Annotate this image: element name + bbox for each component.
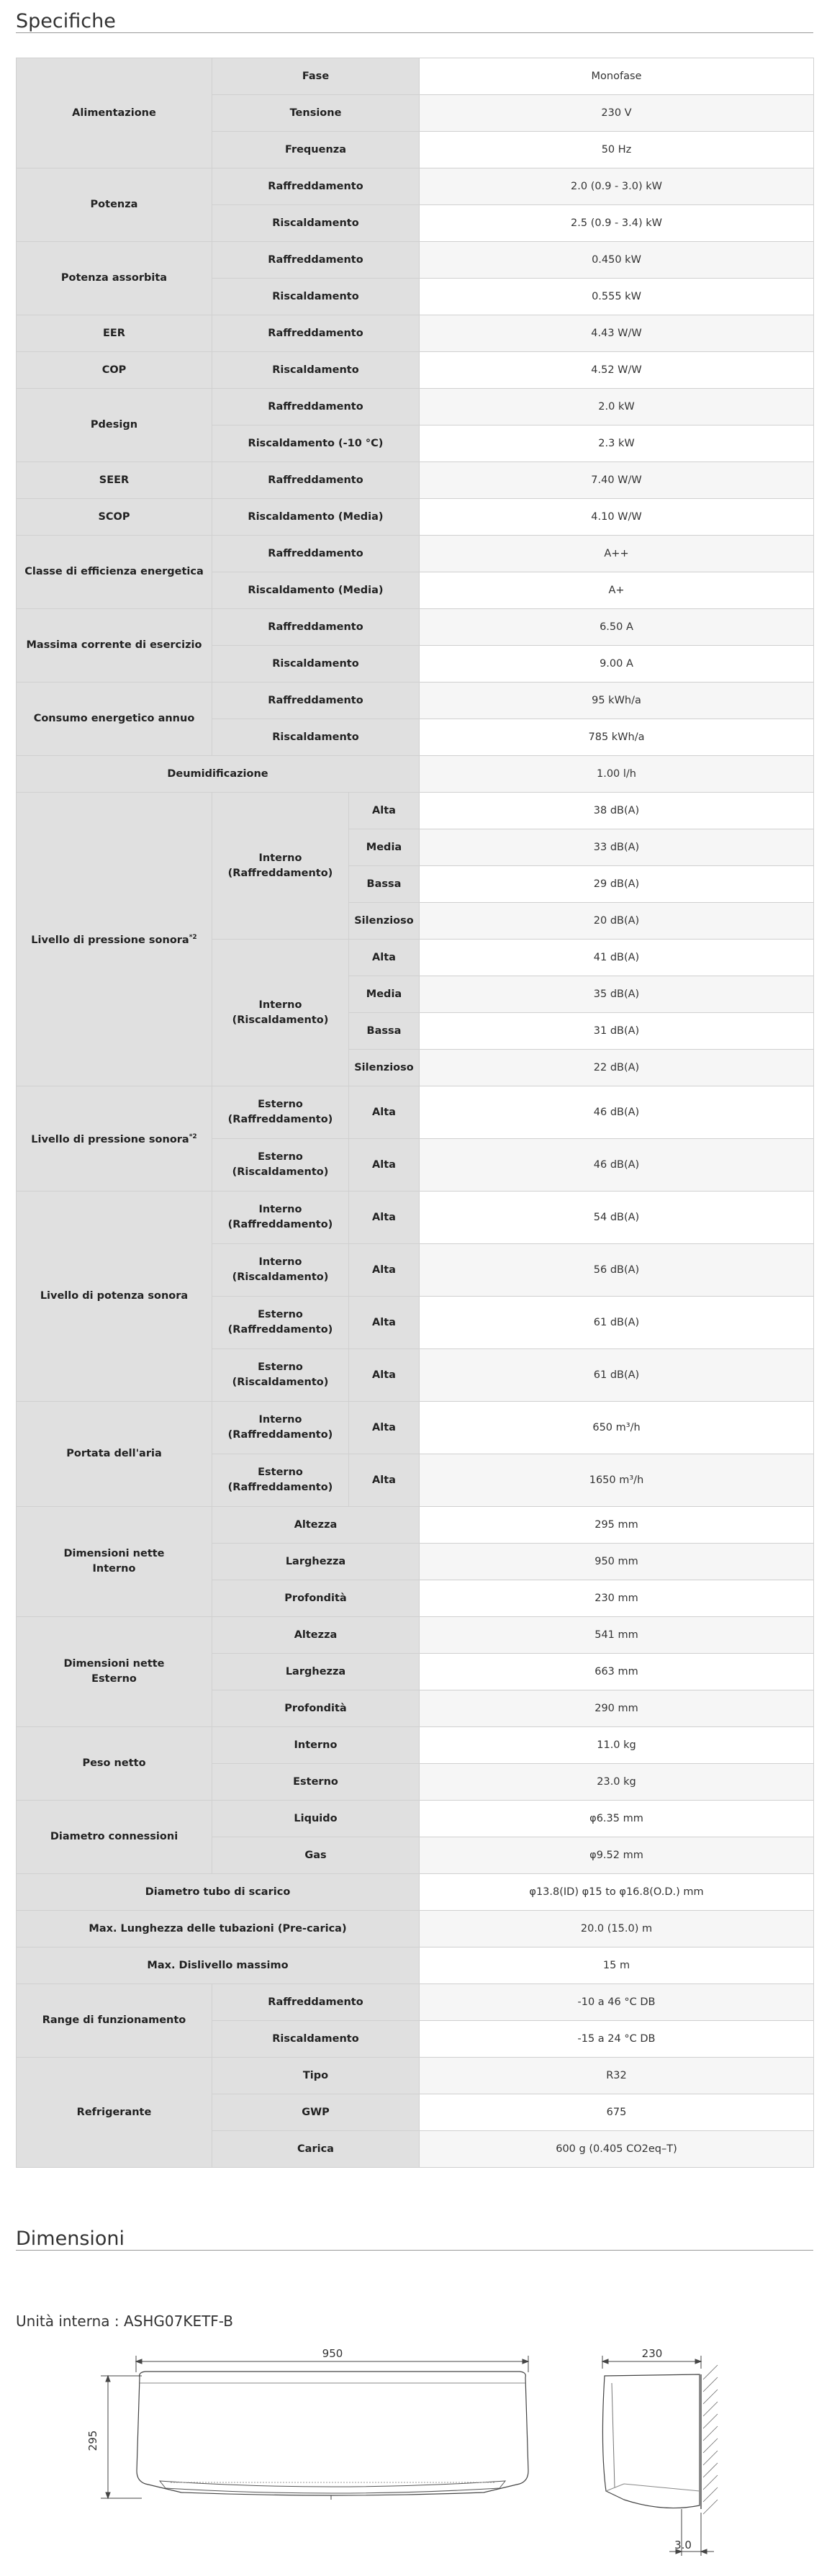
spec-subcategory: Raffreddamento: [212, 315, 420, 352]
front-height-label: 295: [86, 2430, 99, 2451]
spec-category: COP: [17, 352, 212, 389]
spec-subcategory: Carica: [212, 2131, 420, 2168]
spec-value: 295 mm: [420, 1507, 814, 1544]
spec-subcategory: Riscaldamento: [212, 279, 420, 315]
spec-category: [17, 1192, 212, 1402]
spec-subcategory: Profondità: [212, 1580, 420, 1617]
spec-mode: Alta: [349, 940, 420, 976]
spec-category: Massima corrente di esercizio: [17, 609, 212, 683]
spec-value: 61 dB(A): [420, 1297, 814, 1349]
spec-subcategory: Interno (Riscaldamento): [212, 940, 349, 1086]
spec-subcategory: Riscaldamento: [212, 646, 420, 683]
spec-mode: Alta: [349, 1349, 420, 1402]
spec-mode: Silenzioso: [349, 1050, 420, 1086]
spec-subcategory: Interno (Raffreddamento): [212, 793, 349, 940]
spec-subcategory: Riscaldamento (Media): [212, 572, 420, 609]
spec-value: A++: [420, 536, 814, 572]
spec-value: 290 mm: [420, 1690, 814, 1727]
spec-value: 20.0 (15.0) m: [420, 1911, 814, 1947]
spec-value: 1650 m³/h: [420, 1454, 814, 1507]
spec-row: [17, 536, 814, 572]
spec-value: 230 V: [420, 95, 814, 132]
spec-value: φ13.8(ID) φ15 to φ16.8(O.D.) mm: [420, 1874, 814, 1911]
side-depth-label: 230: [641, 2347, 663, 2360]
spec-subcategory: Larghezza: [212, 1654, 420, 1690]
spec-category: [17, 1086, 212, 1192]
spec-subcategory: Tipo: [212, 2058, 420, 2094]
page: [16, 0, 813, 2552]
spec-category: Max. Lunghezza delle tubazioni (Pre-carica): [17, 1911, 420, 1947]
spec-value: 50 Hz: [420, 132, 814, 168]
spec-mode: Bassa: [349, 866, 420, 903]
wall-hatching: [703, 2365, 718, 2514]
spec-category: Max. Dislivello massimo: [17, 1947, 420, 1984]
spec-category: [17, 793, 212, 1086]
dimension-drawing: [16, 2340, 813, 2570]
spec-subcategory: Riscaldamento: [212, 719, 420, 756]
spec-mode: Alta: [349, 1454, 420, 1507]
spec-subcategory: Raffreddamento: [212, 536, 420, 572]
spec-category: Dimensioni nette Esterno: [17, 1617, 212, 1727]
spec-value: 41 dB(A): [420, 940, 814, 976]
spec-category-label: Livello di pressione sonora: [31, 1133, 189, 1145]
spec-value: 56 dB(A): [420, 1244, 814, 1297]
spec-value: R32: [420, 2058, 814, 2094]
spec-category: Potenza: [17, 168, 212, 242]
spec-subcategory: Profondità: [212, 1690, 420, 1727]
spec-value: 11.0 kg: [420, 1727, 814, 1764]
spec-row: [17, 1727, 814, 1764]
spec-row: [17, 793, 814, 829]
spec-row: [17, 1947, 814, 1984]
spec-row: [17, 315, 814, 352]
spec-value: 2.0 (0.9 - 3.0) kW: [420, 168, 814, 205]
spec-mode: Media: [349, 976, 420, 1013]
spec-value: 46 dB(A): [420, 1086, 814, 1139]
footnote-marker: *2: [189, 934, 197, 942]
spec-value: 785 kWh/a: [420, 719, 814, 756]
spec-mode: Media: [349, 829, 420, 866]
spec-row: [17, 1617, 814, 1654]
spec-value: φ9.52 mm: [420, 1837, 814, 1874]
spec-mode: Alta: [349, 1297, 420, 1349]
spec-row: [17, 352, 814, 389]
spec-category: [17, 1402, 212, 1507]
spec-subcategory: Raffreddamento: [212, 168, 420, 205]
spec-category: SCOP: [17, 499, 212, 536]
spec-row: [17, 1507, 814, 1544]
spec-subcategory: Frequenza: [212, 132, 420, 168]
spec-value: 95 kWh/a: [420, 683, 814, 719]
spec-value: 4.10 W/W: [420, 499, 814, 536]
spec-row: [17, 168, 814, 205]
spec-value: 0.450 kW: [420, 242, 814, 279]
spec-subcategory: Tensione: [212, 95, 420, 132]
spec-category: EER: [17, 315, 212, 352]
spec-value: 0.555 kW: [420, 279, 814, 315]
spec-value: 61 dB(A): [420, 1349, 814, 1402]
spec-value: A+: [420, 572, 814, 609]
spec-row: [17, 1801, 814, 1837]
spec-row: [17, 1984, 814, 2021]
spec-subcategory: Larghezza: [212, 1544, 420, 1580]
spec-value: 4.43 W/W: [420, 315, 814, 352]
spec-category: SEER: [17, 462, 212, 499]
spec-subcategory: Esterno: [212, 1764, 420, 1801]
spec-value: 33 dB(A): [420, 829, 814, 866]
spec-subcategory: Riscaldamento (Media): [212, 499, 420, 536]
spec-category-label: Livello di potenza sonora: [40, 1290, 189, 1302]
spec-subcategory: Riscaldamento: [212, 205, 420, 242]
spec-subcategory: Interno (Riscaldamento): [212, 1244, 349, 1297]
spec-subcategory: Esterno (Raffreddamento): [212, 1454, 349, 1507]
spec-category: Potenza assorbita: [17, 242, 212, 315]
spec-value: 9.00 A: [420, 646, 814, 683]
spec-value: 541 mm: [420, 1617, 814, 1654]
spec-row: [17, 499, 814, 536]
spec-value: φ6.35 mm: [420, 1801, 814, 1837]
spec-subcategory: Raffreddamento: [212, 242, 420, 279]
spec-subcategory: Interno: [212, 1727, 420, 1764]
spec-subcategory: Raffreddamento: [212, 462, 420, 499]
spec-category-label: Portata dell'aria: [66, 1448, 162, 1459]
spec-mode: Silenzioso: [349, 903, 420, 940]
spec-subcategory: Raffreddamento: [212, 609, 420, 646]
spec-row: [17, 1911, 814, 1947]
spec-category: Refrigerante: [17, 2058, 212, 2168]
spec-category: Diametro tubo di scarico: [17, 1874, 420, 1911]
spec-category: Peso netto: [17, 1727, 212, 1801]
spec-value: 38 dB(A): [420, 793, 814, 829]
spec-value: 600 g (0.405 CO2eq–T): [420, 2131, 814, 2168]
spec-category: Classe di efficienza energetica: [17, 536, 212, 609]
spec-value: 4.52 W/W: [420, 352, 814, 389]
spec-value: 2.3 kW: [420, 425, 814, 462]
spec-value: 675: [420, 2094, 814, 2131]
spec-value: 1.00 l/h: [420, 756, 814, 793]
spec-subcategory: Riscaldamento: [212, 2021, 420, 2058]
spec-value: 54 dB(A): [420, 1192, 814, 1244]
dimensions-section-title: Dimensioni: [16, 2217, 813, 2251]
spec-value: 15 m: [420, 1947, 814, 1984]
side-gap-label: 3.0: [674, 2539, 692, 2552]
specs-section-title: Specifiche: [16, 0, 813, 33]
front-width-label: 950: [322, 2347, 343, 2360]
spec-value: -10 a 46 °C DB: [420, 1984, 814, 2021]
spec-mode: Alta: [349, 1139, 420, 1192]
spec-subcategory: Esterno (Raffreddamento): [212, 1086, 349, 1139]
spec-mode: Alta: [349, 1402, 420, 1454]
spec-subcategory: Liquido: [212, 1801, 420, 1837]
spec-subcategory: Esterno (Riscaldamento): [212, 1139, 349, 1192]
spec-row: [17, 1192, 814, 1244]
spec-category: Consumo energetico annuo: [17, 683, 212, 756]
indoor-unit-label: Unità interna : ASHG07KETF-B: [16, 2312, 234, 2330]
spec-category: Range di funzionamento: [17, 1984, 212, 2058]
spec-category: Dimensioni nette Interno: [17, 1507, 212, 1617]
spec-category-label: Livello di pressione sonora: [31, 934, 189, 946]
spec-row: [17, 683, 814, 719]
spec-row: [17, 756, 814, 793]
spec-category: Deumidificazione: [17, 756, 420, 793]
specifications-table: [16, 58, 814, 2168]
spec-mode: Alta: [349, 793, 420, 829]
spec-value: 22 dB(A): [420, 1050, 814, 1086]
spec-subcategory: Riscaldamento: [212, 352, 420, 389]
spec-subcategory: Esterno (Riscaldamento): [212, 1349, 349, 1402]
spec-subcategory: Raffreddamento: [212, 389, 420, 425]
spec-mode: Alta: [349, 1244, 420, 1297]
spec-value: 29 dB(A): [420, 866, 814, 903]
spec-value: 31 dB(A): [420, 1013, 814, 1050]
front-view: [101, 2356, 528, 2500]
spec-subcategory: Esterno (Raffreddamento): [212, 1297, 349, 1349]
spec-value: Monofase: [420, 58, 814, 95]
spec-subcategory: Raffreddamento: [212, 683, 420, 719]
spec-subcategory: Altezza: [212, 1617, 420, 1654]
spec-value: 663 mm: [420, 1654, 814, 1690]
spec-value: 650 m³/h: [420, 1402, 814, 1454]
spec-value: 7.40 W/W: [420, 462, 814, 499]
spec-row: [17, 1402, 814, 1454]
spec-subcategory: Interno (Raffreddamento): [212, 1192, 349, 1244]
spec-row: [17, 242, 814, 279]
spec-mode: Alta: [349, 1086, 420, 1139]
spec-category: Diametro connessioni: [17, 1801, 212, 1874]
spec-value: 23.0 kg: [420, 1764, 814, 1801]
spec-category: Alimentazione: [17, 58, 212, 168]
footnote-marker: *2: [189, 1133, 197, 1141]
spec-row: [17, 1086, 814, 1139]
spec-subcategory: Interno (Raffreddamento): [212, 1402, 349, 1454]
side-view: [602, 2356, 718, 2556]
spec-subcategory: GWP: [212, 2094, 420, 2131]
spec-row: [17, 609, 814, 646]
spec-value: 2.0 kW: [420, 389, 814, 425]
spec-row: [17, 58, 814, 95]
spec-value: 20 dB(A): [420, 903, 814, 940]
spec-subcategory: Riscaldamento (-10 °C): [212, 425, 420, 462]
spec-value: 950 mm: [420, 1544, 814, 1580]
spec-row: [17, 2058, 814, 2094]
spec-subcategory: Fase: [212, 58, 420, 95]
spec-value: 230 mm: [420, 1580, 814, 1617]
spec-row: [17, 462, 814, 499]
spec-value: 2.5 (0.9 - 3.4) kW: [420, 205, 814, 242]
spec-value: 46 dB(A): [420, 1139, 814, 1192]
spec-value: 6.50 A: [420, 609, 814, 646]
spec-row: [17, 389, 814, 425]
spec-mode: Alta: [349, 1192, 420, 1244]
spec-value: -15 a 24 °C DB: [420, 2021, 814, 2058]
spec-subcategory: Altezza: [212, 1507, 420, 1544]
spec-value: 35 dB(A): [420, 976, 814, 1013]
spec-category: Pdesign: [17, 389, 212, 462]
spec-subcategory: Raffreddamento: [212, 1984, 420, 2021]
spec-row: [17, 1874, 814, 1911]
spec-mode: Bassa: [349, 1013, 420, 1050]
spec-subcategory: Gas: [212, 1837, 420, 1874]
